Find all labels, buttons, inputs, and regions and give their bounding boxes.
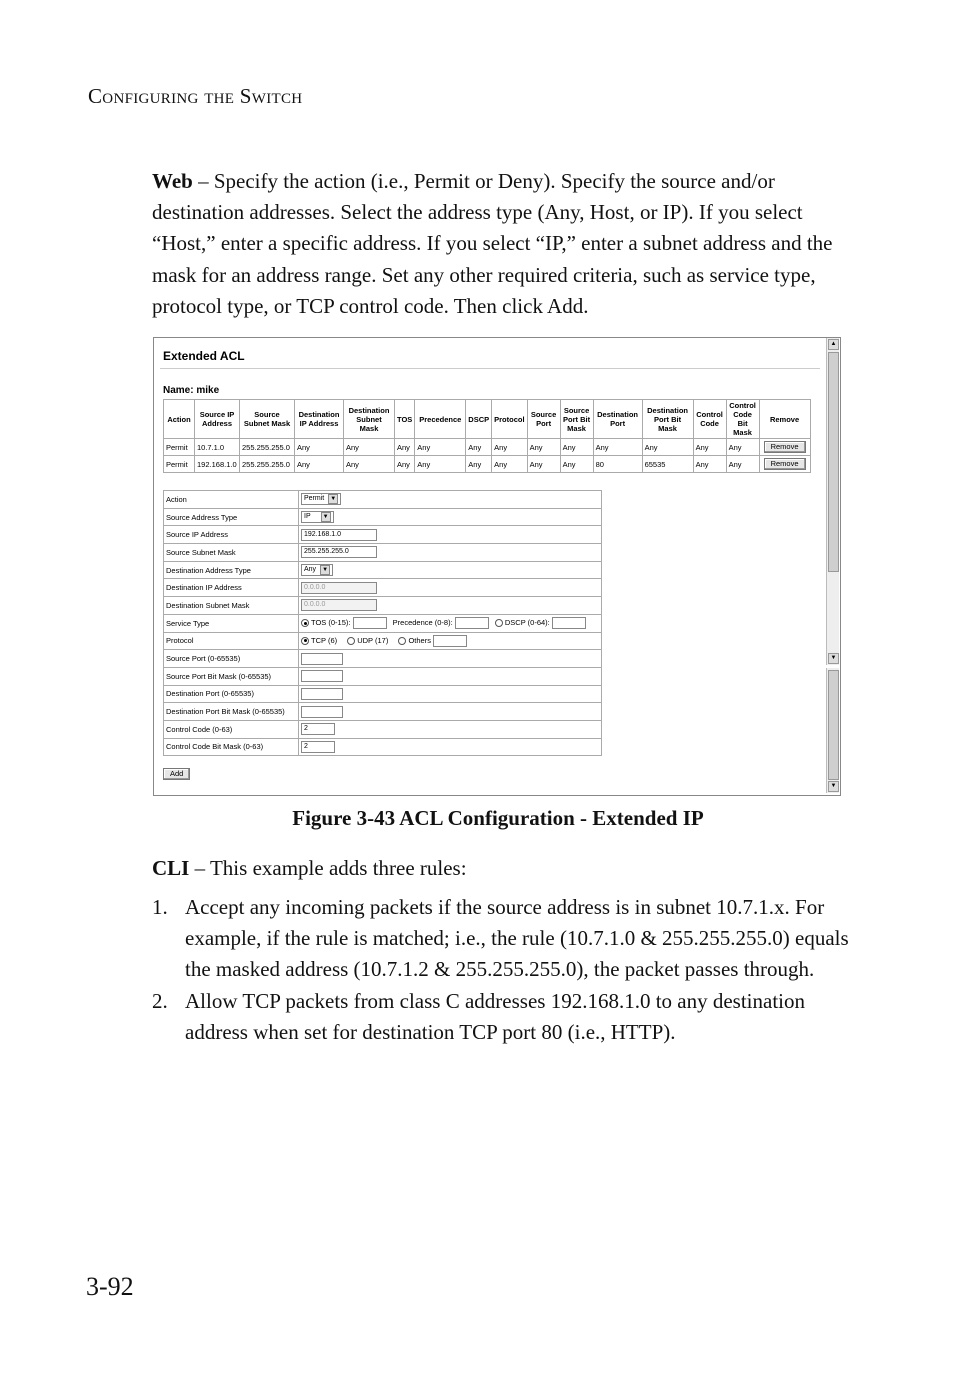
acl-name-line: Name: mike [163, 385, 220, 396]
table-cell: 80 [593, 456, 642, 473]
col-header: Source Port Bit Mask [560, 400, 593, 439]
form-row-dst-port-mask [164, 703, 602, 721]
form-row-dst-port [164, 685, 602, 703]
others-input[interactable] [433, 635, 467, 647]
form-row-ctrl-mask [164, 738, 602, 756]
src-mask-label: Source Subnet Mask [164, 544, 299, 562]
scroll-thumb[interactable] [828, 670, 839, 780]
tos-label: TOS (0-15): [311, 618, 351, 628]
destination-port-input[interactable] [301, 688, 343, 700]
table-cell: 10.7.1.0 [195, 439, 240, 456]
col-header: Source Subnet Mask [240, 400, 295, 439]
src-ip-label: Source IP Address [164, 526, 299, 544]
form-row-src-port [164, 650, 602, 668]
scroll-up-icon[interactable]: ▲ [828, 339, 839, 350]
form-row-src-mask [164, 544, 602, 562]
table-cell: 255.255.255.0 [240, 456, 295, 473]
action-select[interactable]: Permit ▼ [301, 493, 341, 505]
col-header: Action [164, 400, 195, 439]
dst-type-label: Destination Address Type [164, 561, 299, 579]
list-item [152, 892, 852, 986]
table-cell: Any [726, 439, 759, 456]
intro-text: – Specify the action (i.e., Permit or Deny). Specify the source and/or destination addresses. Select the address type (Any, Host, or IP). If you select “Host,” enter a specific address. If you select “IP,” enter a subnet address and the mask for an address range. Set any other required criteria, such as service type, protocol type, or TCP control code. Then click Add. [152, 169, 833, 318]
dscp-label: DSCP (0-64): [504, 618, 550, 628]
control-code-mask-input[interactable]: 2 [301, 741, 335, 753]
src-port-mask-label: Source Port Bit Mask (0-65535) [164, 667, 299, 685]
col-header: Destination Port [593, 400, 642, 439]
chevron-down-icon: ▼ [322, 514, 329, 521]
dst-port-label: Destination Port (0-65535) [164, 685, 299, 703]
ctrl-code-label: Control Code (0-63) [164, 720, 299, 738]
destination-mask-input[interactable]: 0.0.0.0 [301, 599, 377, 611]
table-cell: Any [527, 456, 560, 473]
control-code-input[interactable]: 2 [301, 723, 335, 735]
scroll-down-icon[interactable]: ▼ [828, 781, 839, 792]
cli-text: – This example adds three rules: [189, 856, 467, 880]
col-header: Protocol [492, 400, 527, 439]
form-row-src-port-mask [164, 667, 602, 685]
list-item [152, 986, 852, 1048]
upper-scrollbar[interactable] [826, 338, 839, 665]
service-type-label: Service Type [164, 614, 299, 632]
form-row-ctrl [164, 720, 602, 738]
chevron-down-icon: ▼ [322, 567, 329, 574]
col-header: Destination Subnet Mask [344, 400, 395, 439]
col-header: Remove [759, 400, 810, 439]
cli-label: CLI [152, 856, 190, 880]
destination-ip-input[interactable]: 0.0.0.0 [301, 582, 377, 594]
src-port-label: Source Port (0-65535) [164, 650, 299, 668]
table-cell: Any [560, 456, 593, 473]
intro-label: Web [152, 169, 193, 193]
src-type-label: Source Address Type [164, 508, 299, 526]
list-text: Allow TCP packets from class C addresses 192.168.1.0 to any destination address when set for destination TCP port 80 (i.e., HTTP). [185, 988, 806, 1044]
table-cell: Any [593, 439, 642, 456]
table-cell: Any [415, 439, 466, 456]
tcp-radio[interactable] [301, 637, 309, 645]
precedence-label: Precedence (0-8): [392, 618, 453, 628]
remove-button[interactable]: Remove [764, 441, 806, 453]
table-cell: Any [492, 456, 527, 473]
figure-title: Extended ACL [163, 349, 245, 363]
table-cell: 255.255.255.0 [240, 439, 295, 456]
table-cell: Permit [164, 439, 195, 456]
list-text: Accept any incoming packets if the source address is in subnet 10.7.1.x. For example, if the rule is matched; i.e., the rule (10.7.1.0 & 255.255.255.0) equals the masked address (10.7.1.2 & 255.255.255.0), the packet passes through. [185, 895, 849, 982]
dst-port-mask-label: Destination Port Bit Mask (0-65535) [164, 703, 299, 721]
dscp-radio[interactable] [495, 619, 503, 627]
table-cell: Any [395, 456, 415, 473]
lower-scrollbar[interactable] [826, 668, 839, 793]
form-row-action [164, 491, 602, 509]
table-cell: Any [415, 456, 466, 473]
cli-paragraph [152, 856, 467, 881]
acl-rules-table [163, 399, 811, 473]
dst-ip-label: Destination IP Address [164, 579, 299, 597]
dscp-input[interactable] [552, 617, 586, 629]
figure-caption: Figure 3-43 ACL Configuration - Extended IP [292, 806, 704, 830]
table-cell: Any [693, 456, 726, 473]
form-row-service [164, 614, 602, 632]
form-row-src-ip [164, 526, 602, 544]
table-cell: Any [466, 456, 492, 473]
form-row-src-type [164, 508, 602, 526]
running-head: Configuring the Switch [88, 84, 303, 108]
title-divider [160, 368, 820, 369]
destination-address-type-select[interactable]: Any ▼ [301, 564, 333, 576]
remove-button[interactable]: Remove [764, 458, 806, 470]
table-cell: Any [492, 439, 527, 456]
acl-screenshot-figure [153, 337, 841, 796]
tos-input[interactable] [353, 617, 387, 629]
rules-list [152, 892, 852, 1048]
table-cell: Any [693, 439, 726, 456]
page-number: 3-92 [86, 1272, 134, 1301]
form-row-protocol [164, 632, 602, 650]
table-cell: Any [344, 439, 395, 456]
source-ip-input[interactable]: 192.168.1.0 [301, 529, 377, 541]
table-cell: Any [642, 439, 693, 456]
col-header: Source IP Address [195, 400, 240, 439]
table-row [164, 456, 811, 473]
col-header: Control Code Bit Mask [726, 400, 759, 439]
chevron-down-icon: ▼ [330, 496, 337, 503]
form-row-dst-type [164, 561, 602, 579]
col-header: Destination Port Bit Mask [642, 400, 693, 439]
table-cell: Any [560, 439, 593, 456]
table-header-row [164, 400, 811, 439]
action-label: Action [164, 491, 299, 509]
table-cell: 192.168.1.0 [195, 456, 240, 473]
table-cell: Any [344, 456, 395, 473]
source-port-input[interactable] [301, 653, 343, 665]
table-cell: Any [395, 439, 415, 456]
ctrl-mask-label: Control Code Bit Mask (0-63) [164, 738, 299, 756]
col-header: Source Port [527, 400, 560, 439]
table-cell: Any [527, 439, 560, 456]
table-cell: Any [295, 456, 344, 473]
table-cell: Any [726, 456, 759, 473]
list-number: 1. [152, 895, 168, 919]
form-row-dst-mask [164, 597, 602, 615]
tcp-label: TCP (6) [311, 635, 338, 645]
list-number: 2. [152, 988, 168, 1013]
table-cell: Any [295, 439, 344, 456]
table-cell: Any [466, 439, 492, 456]
source-address-type-select[interactable]: IP ▼ [301, 511, 334, 523]
udp-label: UDP (17) [357, 635, 389, 645]
scroll-thumb[interactable] [828, 352, 839, 572]
table-cell: 65535 [642, 456, 693, 473]
source-mask-input[interactable]: 255.255.255.0 [301, 546, 377, 558]
col-header: DSCP [466, 400, 492, 439]
add-button[interactable]: Add [163, 768, 190, 780]
col-header: Destination IP Address [295, 400, 344, 439]
table-cell [759, 439, 810, 456]
intro-paragraph [152, 166, 852, 322]
precedence-input[interactable] [455, 617, 489, 629]
table-cell: Permit [164, 456, 195, 473]
others-radio[interactable] [398, 637, 406, 645]
protocol-label: Protocol [164, 632, 299, 650]
others-label: Others [408, 635, 431, 645]
dst-mask-label: Destination Subnet Mask [164, 597, 299, 615]
tos-radio[interactable] [301, 619, 309, 627]
col-header: Precedence [415, 400, 466, 439]
col-header: TOS [395, 400, 415, 439]
table-row [164, 439, 811, 456]
form-row-dst-ip [164, 579, 602, 597]
col-header: Control Code [693, 400, 726, 439]
source-port-mask-input[interactable] [301, 670, 343, 682]
udp-radio[interactable] [347, 637, 355, 645]
scroll-down-icon[interactable]: ▼ [828, 653, 839, 664]
destination-port-mask-input[interactable] [301, 706, 343, 718]
acl-rule-form [163, 490, 602, 756]
table-cell [759, 456, 810, 473]
